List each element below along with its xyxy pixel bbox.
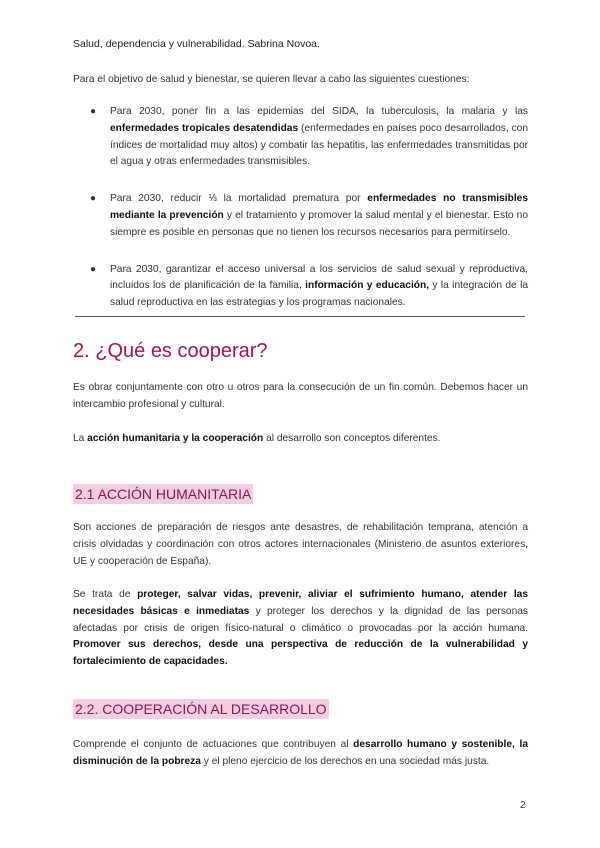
running-header: Salud, dependencia y vulnerabilidad. Sabrina Novoa.	[73, 38, 320, 50]
subsection-title: 2.1 ACCIÓN HUMANITARIA	[75, 486, 252, 502]
section-paragraph: Es obrar conjuntamente con otro u otros para la consecución de un fin común. Debemos hacer un intercambio profesional y cultural.	[73, 382, 528, 410]
section-paragraph: Se trata de proteger, salvar vidas, prevenir, aliviar el sufrimiento humano, atender las necesidades básicas e inmediatas y proteger los derechos y la dignidad de las personas afectadas por crisis de origen físico-natural o climático o provocadas por la acción humana. Promover sus derechos, desde una perspectiva de reducción de la vulnerabilidad y fortalecimiento de capacidades.	[73, 589, 528, 668]
list-item: ● Para 2030, poner fin a las epidemias del SIDA, la tuberculosis, la malaria y las enfermedades tropicales desatendidas (enfermedades en países poco desarrollados, con índices de mortalidad muy altos) y combatir las hepatitis, las enfermedades transmitidas por el agua y otras enfermedades transmisibles.	[90, 106, 528, 168]
page-number: 2	[520, 800, 526, 811]
goals-list	[90, 104, 528, 312]
list-item: ● Para 2030, reducir ⅓ la mortalidad prematura por enfermedades no transmisibles mediante la prevención y el tratamiento y promover la salud mental y el bienestar. Esto no siempre es posible en personas que no tienen los recursos necesarios para permitírselo.	[90, 193, 528, 238]
bullet-icon: ●	[90, 193, 97, 205]
section-paragraph: La acción humanitaria y la cooperación al desarrollo son conceptos diferentes.	[73, 433, 441, 444]
subsection-title: 2.2. COOPERACIÓN AL DESARROLLO	[75, 701, 327, 717]
list-item: ● Para 2030, garantizar el acceso universal a los servicios de salud sexual y reproductiva, incluidos los de planificación de la familia, información y educación, y la integración de la salud reproductiva en las estrategias y los programas nacionales.	[90, 263, 529, 309]
intro-paragraph: Para el objetivo de salud y bienestar, se quieren llevar a cabo las siguientes cuestiones:	[73, 74, 470, 85]
section-paragraph: Son acciones de preparación de riesgos ante desastres, de rehabilitación temprana, atención a crisis olvidadas y coordinación con otros actores internacionales (Ministerio de asuntos exteriores, UE y cooperación de España).	[73, 522, 528, 567]
horizontal-divider	[75, 316, 525, 317]
bullet-icon: ●	[90, 263, 97, 275]
section-title: 2. ¿Qué es cooperar?	[73, 340, 268, 362]
bullet-icon: ●	[90, 106, 97, 117]
section-paragraph: Comprende el conjunto de actuaciones que contribuyen al desarrollo humano y sostenible, la disminución de la pobreza y el pleno ejercicio de los derechos en una sociedad más justa.	[73, 739, 528, 767]
